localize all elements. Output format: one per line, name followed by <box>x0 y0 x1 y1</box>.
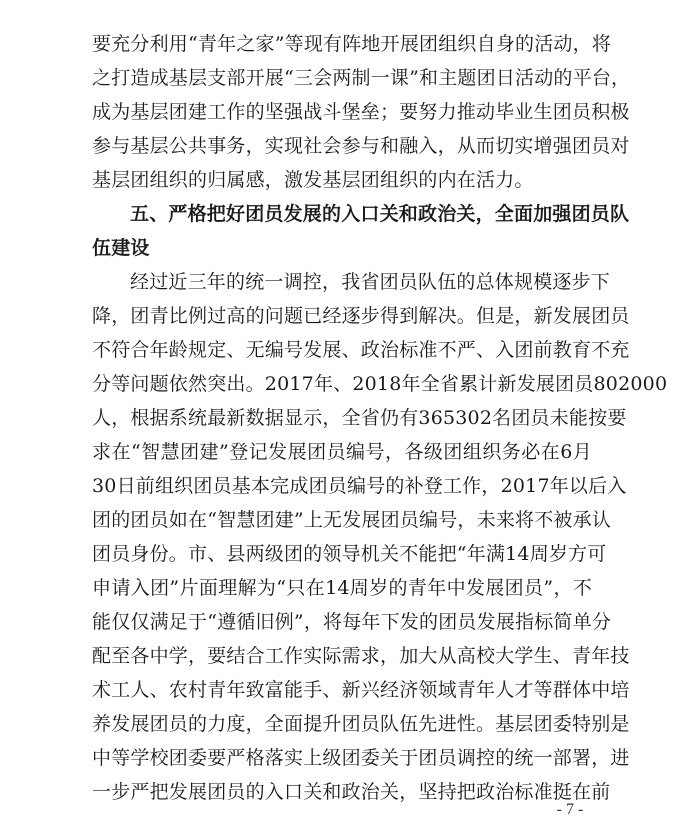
body-text-line: 30日前组织团员基本完成团员编号的补登工作，2017年以后入 <box>92 475 627 497</box>
body-text-line: 分等问题依然突出。2017年、2018年全省累计新发展团员802000 <box>92 373 668 395</box>
section-heading: 五、严格把好团员发展的入口关和政治关，全面加强团员队 <box>130 203 630 225</box>
body-text-line: 配至各中学，要结合工作实际需求，加大从高校大学生、青年技 <box>92 645 630 667</box>
body-text-line: 养发展团员的力度，全面提升团员队伍先进性。基层团委特别是 <box>92 713 630 735</box>
body-text-line: 参与基层公共事务，实现社会参与和融入，从而切实增强团员对 <box>92 135 630 157</box>
section-heading-continuation: 伍建设 <box>92 237 150 259</box>
body-text-line: 经过近三年的统一调控，我省团员队伍的总体规模逐步下 <box>130 271 611 293</box>
body-text-line: 之打造成基层支部开展“三会两制一课”和主题团日活动的平台， <box>92 67 631 89</box>
body-text-line: 团员身份。市、县两级团的领导机关不能把“年满14周岁方可 <box>92 543 607 565</box>
body-text-line: 能仅仅满足于“遵循旧例”，将每年下发的团员发展指标简单分 <box>92 611 612 633</box>
body-text-line: 一步严把发展团员的入口关和政治关，坚持把政治标准挺在前 <box>92 781 611 803</box>
body-text-line: 成为基层团建工作的坚强战斗堡垒；要努力推动毕业生团员积极 <box>92 101 630 123</box>
body-text-line: 术工人、农村青年致富能手、新兴经济领域青年人才等群体中培 <box>92 679 630 701</box>
body-text-line: 申请入团”片面理解为“只在14周岁的青年中发展团员”，不 <box>92 577 592 599</box>
body-text-line: 基层团组织的归属感，激发基层团组织的内在活力。 <box>92 169 534 191</box>
body-text-line: 中等学校团委要严格落实上级团委关于团员调控的统一部署，进 <box>92 747 630 769</box>
body-text-line: 要充分利用“青年之家”等现有阵地开展团组织自身的活动，将 <box>92 33 612 55</box>
page-number: - 7 - <box>556 801 584 818</box>
body-text-line: 人，根据系统最新数据显示，全省仍有365302名团员未能按要 <box>92 407 627 429</box>
body-text-line: 求在“智慧团建”登记发展团员编号，各级团组织务必在6月 <box>92 441 592 463</box>
body-text-line: 不符合年龄规定、无编号发展、政治标准不严、入团前教育不充 <box>92 339 630 361</box>
body-text-line: 团的团员如在“智慧团建”上无发展团员编号，未来将不被承认 <box>92 509 612 531</box>
body-text-line: 降，团青比例过高的问题已经逐步得到解决。但是，新发展团员 <box>92 305 630 327</box>
